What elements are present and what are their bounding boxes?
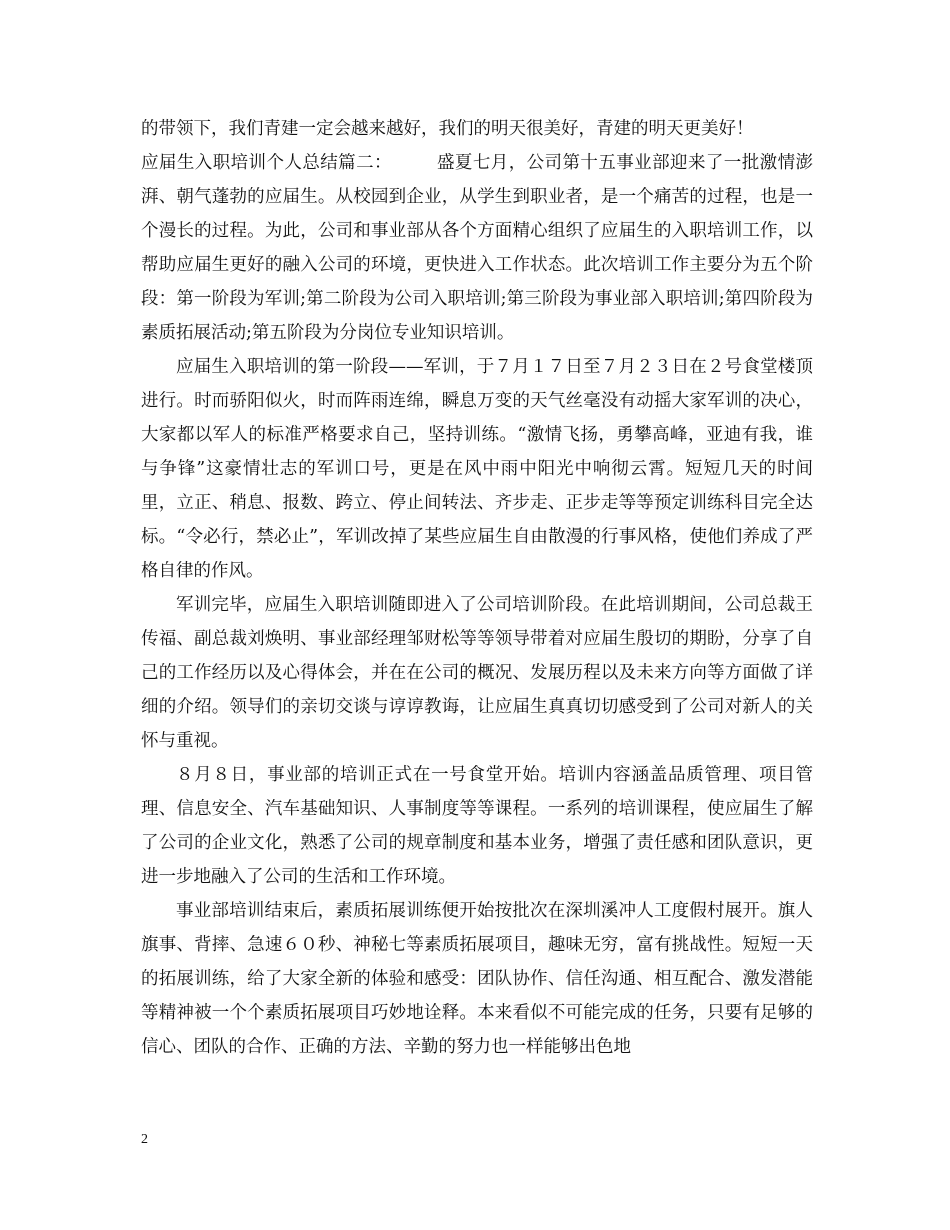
paragraph-military-training: 应届生入职培训的第一阶段——军训，于７月１７日至７月２３日在２号食堂楼顶进行。时而骄阳似火，时而阵雨连绵，瞬息万变的天气丝毫没有动摇大家军训的决心，大家都以军人的标准严格要求自己，坚持训练。“激情飞扬，勇攀高峰，亚迪有我，谁与争锋”这豪情壮志的军训口号，更是在风中雨中阳光中响彻云霄。短短几天的时间里，立正、稍息、报数、跨立、停止间转法、齐步走、正步走等等预定训练科目完全达标。“令必行，禁必止”，军训改掉了某些应届生自由散漫的行事风格，使他们养成了严格自律的作风。 bbox=[141, 357, 813, 581]
paragraph-continuation: 的带领下，我们青建一定会越来越好，我们的明天很美好，青建的明天更美好！ bbox=[141, 119, 754, 139]
paragraph-summary-heading: 应届生入职培训个人总结篇二： 盛夏七月，公司第十五事业部迎来了一批激情澎湃、朝气蓬勃的应届生。从校园到企业，从学生到职业者，是一个痛苦的过程，也是一个漫长的过程。为此，公司和事业部从各个方面精心组织了应届生的入职培训工作，以帮助应届生更好的融入公司的环境，更快进入工作状态。此次培训工作主要分为五个阶段：第一阶段为军训;第二阶段为公司入职培训;第三阶段为事业部入职培训;第四阶段为素质拓展活动;第五阶段为分岗位专业知识培训。 bbox=[141, 153, 813, 343]
paragraph-company-training: 军训完毕，应届生入职培训随即进入了公司培训阶段。在此培训期间，公司总裁王传福、副总裁刘焕明、事业部经理邹财松等等领导带着对应届生殷切的期盼，分享了自己的工作经历以及心得体会，并在在公司的概况、发展历程以及未来方向等方面做了详细的介绍。领导们的亲切交谈与谆谆教诲，让应届生真真切切感受到了公司对新人的关怀与重视。 bbox=[141, 595, 813, 751]
page-number: 2 bbox=[141, 1132, 148, 1147]
paragraph-outward-bound: 事业部培训结束后，素质拓展训练便开始按批次在深圳溪冲人工度假村展开。旗人旗事、背摔、急速６０秒、神秘七等素质拓展项目，趣味无穷，富有挑战性。短短一天的拓展训练，给了大家全新的体验和感受：团队协作、信任沟通、相互配合、激发潜能等精神被一个个素质拓展项目巧妙地诠释。本来看似不可能完成的任务，只要有足够的信心、团队的合作、正确的方法、辛勤的努力也一样能够出色地 bbox=[141, 901, 813, 1057]
document-body bbox=[141, 112, 813, 1064]
paragraph-department-training: ８月８日，事业部的培训正式在一号食堂开始。培训内容涵盖品质管理、项目管理、信息安全、汽车基础知识、人事制度等等课程。一系列的培训课程，使应届生了解了公司的企业文化，熟悉了公司的规章制度和基本业务，增强了责任感和团队意识，更进一步地融入了公司的生活和工作环境。 bbox=[141, 765, 813, 887]
